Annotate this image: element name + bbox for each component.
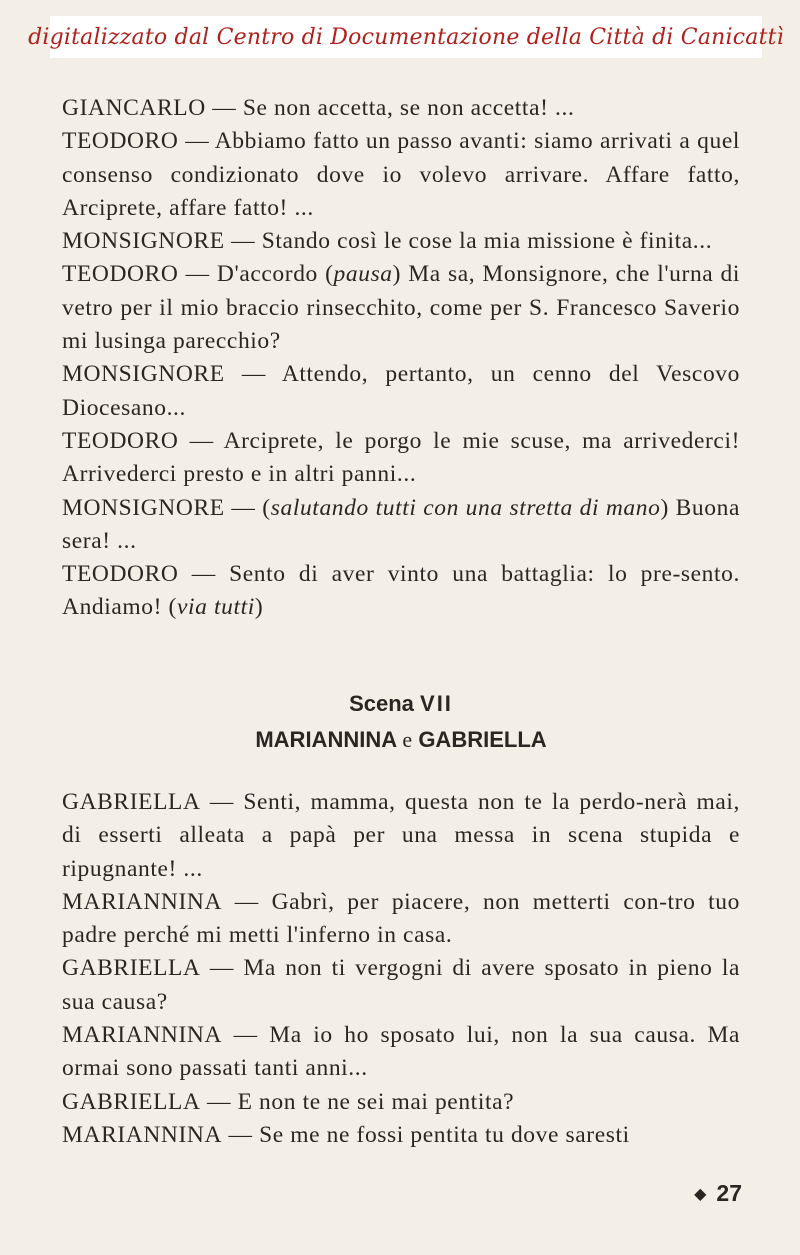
dialogue-line [62,125,740,225]
speaker-dash: — [224,494,256,521]
dialogue-line [62,1019,740,1086]
speaker-name: MARIANNINA [62,1022,223,1049]
speech-text: Sento di aver vinto una battaglia: lo pre-sento. Andiamo! ( [62,561,740,621]
speaker-dash: — [222,1022,258,1049]
speaker-dash: — [178,561,216,588]
dialogue-line [62,258,740,358]
speaker-name: TEODORO [62,128,179,155]
speaker-dash: — [222,1121,253,1148]
speaker-name: TEODORO [62,561,179,588]
speaker-name: MARIANNINA [62,1121,223,1148]
dialogue-line [62,492,740,559]
dialogue-line [62,425,740,492]
page-number [694,1180,742,1207]
scene-label: Scena [349,691,414,716]
stage-direction: salutando tutti con una stretta di mano [270,494,661,521]
page-number-value: 27 [716,1180,742,1206]
speech-text: Gabrì, per piacere, non metterti con-tro tuo padre perché mi metti l'inferno in casa. [62,888,741,949]
speaker-dash: — [205,95,237,121]
scene-characters [62,722,740,758]
dialogue-line [62,92,740,125]
speaker-dash: — [200,1088,232,1115]
speech-text: Abbiamo fatto un passo avanti: siamo arrivati a quel consenso condizionato dove io volevo arrivare. Affare fatto, Arciprete, affare fatto! ... [62,128,740,221]
speaker-name: GABRIELLA [62,789,201,815]
stage-direction: pausa [333,261,393,288]
speaker-dash: — [224,228,256,255]
speaker-dash: — [178,427,214,454]
speaker-name: MARIANNINA [62,888,223,915]
speech-text: Se me ne fossi pentita tu dove saresti [252,1121,630,1148]
speech-text: Ma non ti vergogni di avere sposato in pieno la sua causa? [62,955,740,1015]
diamond-ornament-icon: ◆ [694,1186,707,1203]
speech-text: D'accordo ( [209,261,334,288]
speaker-name: MONSIGNORE [62,361,225,388]
dialogue-line [62,886,740,953]
speaker-dash: — [222,888,259,915]
dialogue-line [62,1086,740,1119]
dialogue-line [62,1119,740,1152]
speaker-name: GIANCARLO [62,95,206,121]
speech-text: ( [255,494,271,521]
speaker-dash: — [224,361,266,388]
speech-text: ) Ma sa, Monsignore, che l'urna di vetro per il mio braccio rinsecchito, come per S. Francesco Saverio mi lusinga parecchio? [62,261,740,355]
scene-character-b: GABRIELLA [418,727,547,752]
dialogue-line [62,358,740,425]
speech-text: Ma io ho sposato lui, non la sua causa. Ma ormai sono passati tanti anni... [62,1022,741,1082]
speaker-name: TEODORO [62,427,179,454]
speech-text: Senti, mamma, questa non te la perdo-nerà mai, di esserti alleata a papà per una messa in scena stupida e ripugnante! ... [62,789,741,882]
scene-roman-numeral: VII [420,691,453,716]
speaker-dash: — [178,128,210,155]
scene-number [62,686,740,722]
speaker-dash: — [200,789,235,815]
speech-text: Attendo, pertanto, un cenno del Vescovo Diocesano... [62,361,740,421]
scene-conjunction: e [402,727,413,752]
speech-text: Stando così le cose la mia missione è finita... [255,228,713,255]
speaker-name: MONSIGNORE [62,228,225,255]
dialogue-line [62,952,740,1019]
dialogue-line [62,225,740,258]
speech-text: E non te ne sei mai pentita? [231,1088,515,1115]
speech-text: Arciprete, le porgo le mie scuse, ma arrivederci! Arrivederci presto e in altri panni... [62,427,740,488]
speaker-name: GABRIELLA [62,955,201,982]
speech-text: Se non accetta, se non accetta! ... [236,95,575,121]
speaker-dash: — [178,261,210,288]
dialogue-line [62,558,740,625]
dialogue-block-scene-6 [62,92,740,625]
scene-heading [62,686,740,758]
banner-text: digitalizzato dal Centro di Documentazione della Città di Canicattì [28,24,784,50]
scene-character-a: MARIANNINA [255,727,397,752]
dialogue-block-scene-7 [62,786,740,1152]
dialogue-line [62,786,740,886]
speech-text: ) [254,594,264,621]
speaker-name: TEODORO [62,261,179,288]
stage-direction: via tutti [177,594,255,621]
speech-text: ) Buona sera! ... [62,494,740,554]
speaker-dash: — [200,955,234,982]
speaker-name: MONSIGNORE [62,494,225,521]
speaker-name: GABRIELLA [62,1088,201,1115]
digitization-banner [28,16,784,58]
